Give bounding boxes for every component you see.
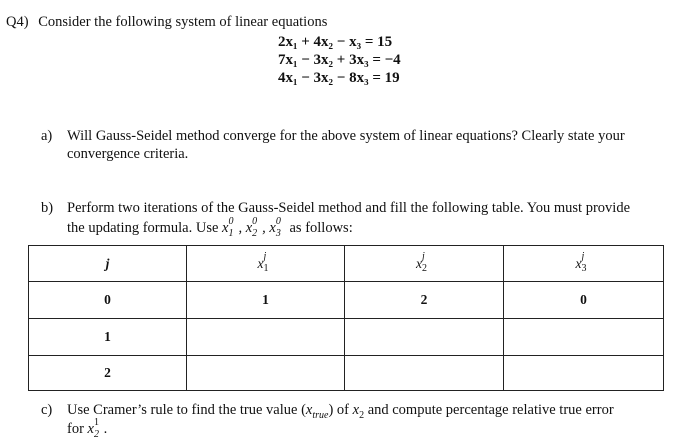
table-cell [504,356,664,391]
question-header [6,14,327,31]
part-a-line1: Will Gauss-Seidel method converge for the above system of linear equations? Clearly state your [67,128,625,144]
table-cell [345,356,504,391]
part-a-label: a) [41,128,53,144]
equation-1: 2x₁ + 4x₂ − x₃ = 15 [278,34,393,50]
x-true-symbol: $x_{true}$ [305,402,329,421]
x2-iter1-symbol: x 1 2 . [87,416,108,440]
header-j: j [29,246,187,282]
part-c-line2 [67,416,108,440]
table-cell: 1 [29,319,187,356]
part-b-line2-end: as follows: [289,220,353,236]
part-c-line1-mid: ) of [328,402,349,418]
table-cell [187,319,345,356]
table-cell: 1 [187,282,345,319]
table-cell [345,319,504,356]
part-c-line2-start: for [67,421,84,437]
part-a-line2: convergence criteria. [67,146,189,162]
x2-symbol: $x_2$ [352,402,365,421]
gauss-seidel-table [28,245,664,391]
part-b-label: b) [41,200,54,216]
question-number: Q4) [6,14,29,30]
table-cell: 0 [504,282,664,319]
table-row [29,282,664,319]
part-b-line2 [67,215,353,239]
table-cell [504,319,664,356]
question-intro: Consider the following system of linear equations [38,14,328,30]
initial-values-formula: x 0 1 , x 0 2 , x 0 3 [222,215,281,239]
table-cell: 2 [345,282,504,319]
table-cell: 2 [29,356,187,391]
part-b-line2-start: the updating formula. Use [67,220,219,236]
part-c-line1-start: Use Cramer’s rule to find the true value ( [67,402,306,418]
header-x2: x j 2 [345,246,504,282]
header-x1: x j 1 [187,246,345,282]
table-row [29,319,664,356]
equation-3: 4x₁ − 3x₂ − 8x₃ = 19 [278,70,400,86]
part-b-line1: Perform two iterations of the Gauss-Seidel method and fill the following table. You must provide [67,200,631,216]
table-row [29,356,664,391]
part-c-line1 [67,402,614,421]
equation-2: 7x₁ − 3x₂ + 3x₃ = −4 [278,52,401,68]
part-c-label: c) [41,402,53,418]
table-header-row [29,246,664,282]
header-x3: x j 3 [504,246,664,282]
table-cell: 0 [29,282,187,319]
part-c-line1-end: and compute percentage relative true error [367,402,614,418]
table-cell [187,356,345,391]
